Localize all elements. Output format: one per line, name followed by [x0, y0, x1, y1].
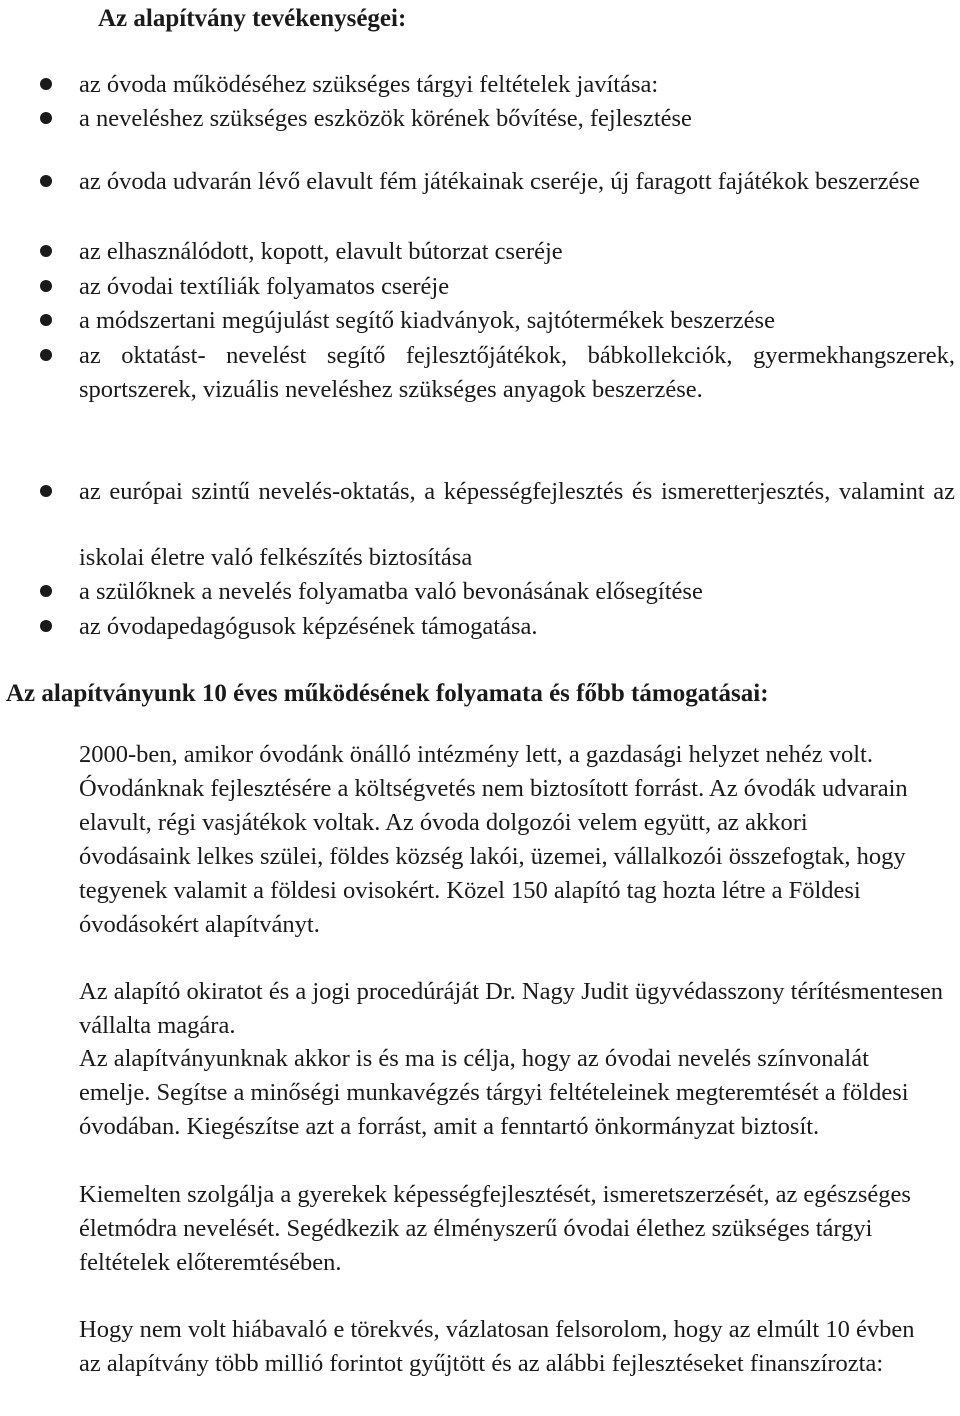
bullet-icon [40, 620, 52, 632]
list-item: az európai szintű nevelés-oktatás, a képességfejlesztés és ismeretterjesztés, valamint az iskolai életre való felkészítés biztosítása [79, 478, 955, 571]
history-paragraph: Az alapítványunknak akkor is és ma is célja, hogy az óvodai nevelés színvonalát emelje. Segítse a minőségi munkavégzés tárgyi feltételeinek megteremtését a földesi óvodában. Kiegészítse azt a forrást, amit a fenntartó önkormányzat biztosít. [79, 1045, 909, 1140]
bullet-icon [40, 314, 52, 326]
bullet-icon [40, 245, 52, 257]
history-paragraph: 2000-ben, amikor óvodánk önálló intézmény lett, a gazdasági helyzet nehéz volt. Óvodánknak fejlesztésére a költségvetés nem biztosított forrást. Az óvodák udvarain elavult, régi vasjátékok voltak. Az óvoda dolgozói velem együtt, az akkori óvodásaink lelkes szülei, földes község lakói, üzemei, vállalkozói összefogtak, hogy tegyenek valamit a földesi ovisokért. Közel 150 alapító tag hozta létre a Földesi óvodásokért alapítványt. [79, 741, 908, 938]
bullet-icon [40, 585, 52, 597]
list-item: a módszertani megújulást segítő kiadványok, sajtótermékek beszerzése [79, 307, 775, 334]
history-paragraph: Hogy nem volt hiábavaló e törekvés, vázlatosan felsorolom, hogy az elmúlt 10 évben az alapítvány több millió forintot gyűjtött és az alábbi fejlesztéseket finanszírozta: [79, 1316, 915, 1377]
bullet-icon [40, 78, 52, 90]
bullet-icon [40, 349, 52, 361]
bullet-icon [40, 485, 52, 497]
list-item: az óvodapedagógusok képzésének támogatása. [79, 613, 538, 640]
history-paragraph: Az alapító okiratot és a jogi procedúráját Dr. Nagy Judit ügyvédasszony térítésmentesen vállalta magára. [79, 978, 944, 1039]
list-item: az óvoda udvarán lévő elavult fém játékainak cseréje, új faragott fajátékok beszerzése [79, 168, 920, 195]
bullet-icon [40, 175, 52, 187]
list-item: a neveléshez szükséges eszközök körének bővítése, fejlesztése [79, 105, 692, 132]
bullet-icon [40, 112, 52, 124]
bullet-icon [40, 280, 52, 292]
list-item: az elhasználódott, kopott, elavult bútorzat cseréje [79, 238, 563, 265]
list-item: a szülőknek a nevelés folyamatba való bevonásának elősegítése [79, 578, 703, 605]
activities-heading: Az alapítvány tevékenységei: [98, 5, 407, 32]
history-heading: Az alapítványunk 10 éves működésének folyamata és főbb támogatásai: [6, 680, 769, 707]
history-paragraph: Kiemelten szolgálja a gyerekek képességfejlesztését, ismeretszerzését, az egészséges életmódra nevelését. Segédkezik az élményszerű óvodai élethez szükséges tárgyi feltételek előteremtésében. [79, 1181, 911, 1276]
list-item: az óvodai textíliák folyamatos cseréje [79, 273, 450, 300]
list-item: az oktatást- nevelést segítő fejlesztőjátékok, bábkollekciók, gyermekhangszerek, sportszerek, vizuális neveléshez szükséges anyagok beszerzése. [79, 342, 955, 403]
list-item: az óvoda működéséhez szükséges tárgyi feltételek javítása: [79, 71, 659, 98]
